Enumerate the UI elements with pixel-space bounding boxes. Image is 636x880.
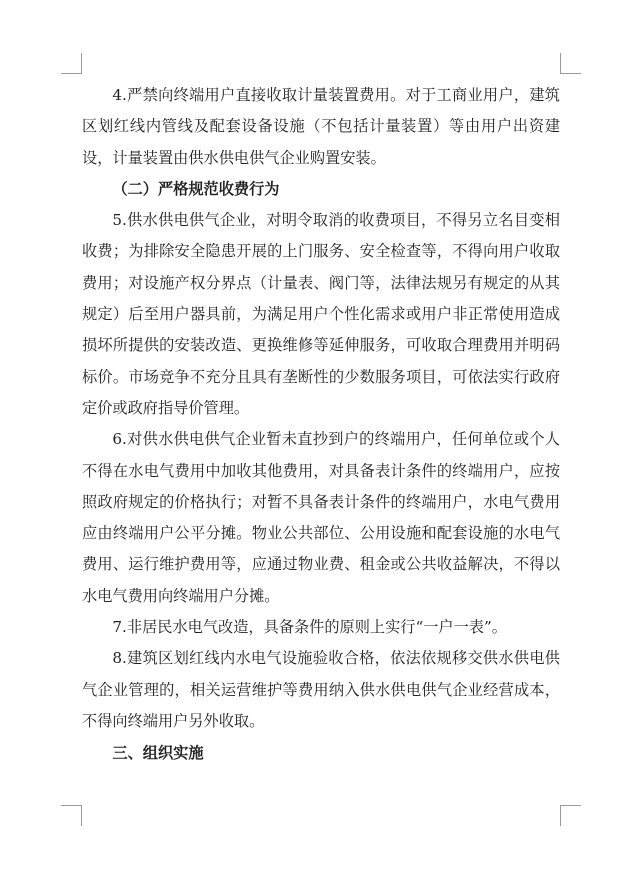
paragraph-item-7: 7.非居民水电气改造，具备条件的原则上实行“一户一表”。: [112, 618, 507, 637]
paragraph-item-8: 8.建筑区划红线内水电气设施验收合格，依法依规移交供水供电供气企业管理的，相关运营维护等费用纳入供水供电供气企业经营成本，不得向终端用户另外收取。: [82, 649, 560, 730]
crop-mark-bottom-right: [560, 805, 581, 826]
crop-mark-bottom-left: [61, 805, 82, 826]
document-body: [82, 80, 560, 770]
section-heading-implementation: 三、组织实施: [112, 744, 204, 763]
paragraph-item-5: 5.供水供电供气企业，对明令取消的收费项目，不得另立名目变相收费；为排除安全隐患开展的上门服务、安全检查等，不得向用户收取费用；对设施产权分界点（计量表、阀门等，法律法规另有规定的从其规定）后至用户器具前，为满足用户个性化需求或用户非正常使用造成损坏所提供的安装改造、更换维修等延伸服务，可收取合理费用并明码标价。市场竞争不充分且具有垄断性的少数服务项目，可依法实行政府定价或政府指导价管理。: [82, 211, 560, 417]
crop-mark-top-left: [61, 53, 82, 74]
paragraph-item-4: 4.严禁向终端用户直接收取计量装置费用。对于工商业用户，建筑区划红线内管线及配套设备设施（不包括计量装置）等由用户出资建设，计量装置由供水供电供气企业购置安装。: [82, 86, 560, 167]
paragraph-item-6: 6.对供水供电供气企业暂未直抄到户的终端用户，任何单位或个人不得在水电气费用中加收其他费用，对具备表计条件的终端用户，应按照政府规定的价格执行；对暂不具备表计条件的终端用户，水电气费用应由终端用户公平分摊。物业公共部位、公用设施和配套设施的水电气费用、运行维护费用等，应通过物业费、租金或公共收益解决，不得以水电气费用向终端用户分摊。: [82, 430, 560, 605]
subheading-regulate-fees: （二）严格规范收费行为: [112, 179, 280, 198]
crop-mark-top-right: [560, 53, 581, 74]
